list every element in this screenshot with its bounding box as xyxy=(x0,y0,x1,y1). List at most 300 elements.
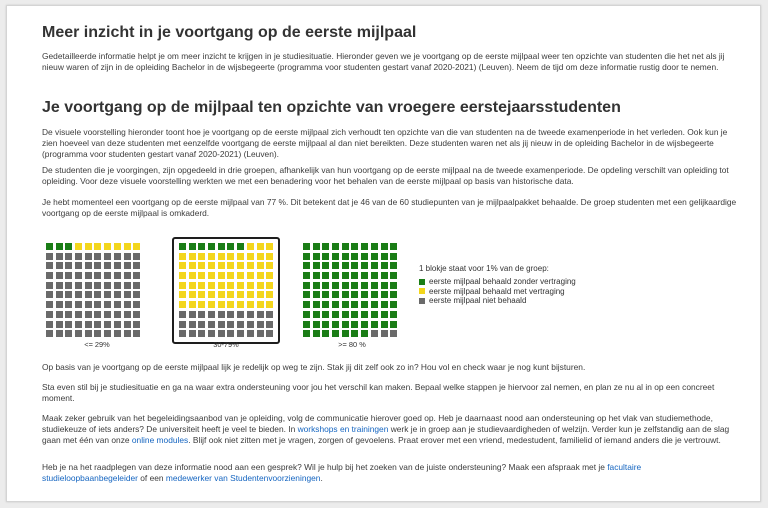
waffle-cell-grey xyxy=(189,321,196,328)
waffle-cell-grey xyxy=(75,262,82,269)
waffle-cell-green xyxy=(189,243,196,250)
waffle-cell-green xyxy=(390,243,397,250)
study-guidance-link[interactable]: facultaire studieloopbaanbegeleider xyxy=(42,462,642,483)
explanation-paragraph-2: De studenten die je voorgingen, zijn opgedeeld in drie groepen, afhankelijk van hun voortgang op de eerste mijlpaal na de tweede examenperiode. De opdeling verschilt van opleiding tot opleiding. Voor deze visuele voorstelling werkten we met een benadering voor het behalen van de eerste mijlpaal op basis van historische data. xyxy=(42,165,729,186)
waffle-cell-grey xyxy=(75,301,82,308)
waffle-cell-green xyxy=(390,321,397,328)
waffle-cell-yellow xyxy=(208,253,215,260)
waffle-cell-grey xyxy=(266,330,273,337)
waffle-cell-yellow xyxy=(227,282,234,289)
waffle-cell-grey xyxy=(65,272,72,279)
waffle-cell-grey xyxy=(75,291,82,298)
advice-paragraph-1: Op basis van je voortgang op de eerste mijlpaal lijk je redelijk op weg te zijn. Stak jij dit zelf ook zo in? Hou vol en check waar je nog kunt bijsturen. xyxy=(42,362,586,372)
waffle-cell-yellow xyxy=(104,243,111,250)
advice-paragraph-4 xyxy=(42,462,737,484)
waffle-cell-green xyxy=(303,282,310,289)
waffle-cell-yellow xyxy=(237,282,244,289)
waffle-cell-grey xyxy=(266,321,273,328)
waffle-cell-green xyxy=(390,253,397,260)
waffle-cell-green xyxy=(322,330,329,337)
waffle-cell-grey xyxy=(189,330,196,337)
waffle-cell-grey xyxy=(65,330,72,337)
waffle-cell-grey xyxy=(133,301,140,308)
waffle-cell-yellow xyxy=(257,301,264,308)
waffle-cell-green xyxy=(371,272,378,279)
waffle-cell-yellow xyxy=(179,282,186,289)
waffle-cell-green xyxy=(332,253,339,260)
waffle-cell-grey xyxy=(133,321,140,328)
student-services-link[interactable]: medewerker van Studentenvoorzieningen xyxy=(165,472,321,483)
waffle-cell-green xyxy=(303,243,310,250)
waffle-cell-grey xyxy=(94,282,101,289)
legend-item-grey xyxy=(419,296,619,306)
waffle-cell-grey xyxy=(198,311,205,318)
waffle-cell-yellow xyxy=(218,262,225,269)
waffle-cell-yellow xyxy=(189,301,196,308)
waffle-cell-green xyxy=(332,282,339,289)
waffle-cell-yellow xyxy=(266,272,273,279)
progress-paragraph: Je hebt momenteel een voortgang op de eerste mijlpaal van 77 %. Dit betekent dat je 46 van de 60 studiepunten van je mijlpaalpakket behaalde. De groep studenten met een gelijkaardige voortgang op de eerste mijlpaal is omkaderd. xyxy=(42,197,737,218)
waffle-cell-yellow xyxy=(208,291,215,298)
advice-text-3a: Maak zeker gebruik van het begeleidingsaanbod van je opleiding, volg de communicatie hierover goed op. Heb je daarnaast nood aan ondersteuning op het vlak van studiemethode, studiekeuze of iets anders? De universiteit heeft je veel te bieden. In xyxy=(42,413,713,434)
waffle-cell-green xyxy=(361,282,368,289)
waffle-cell-yellow xyxy=(227,253,234,260)
waffle-cell-grey xyxy=(56,253,63,260)
waffle-cell-grey xyxy=(56,330,63,337)
waffle-cell-grey xyxy=(114,291,121,298)
waffle-cell-green xyxy=(313,282,320,289)
waffle-cell-grey xyxy=(94,311,101,318)
waffle-cell-grey xyxy=(75,253,82,260)
waffle-cell-green xyxy=(342,330,349,337)
waffle-cell-green xyxy=(237,243,244,250)
waffle-cell-yellow xyxy=(266,301,273,308)
waffle-cell-yellow xyxy=(247,282,254,289)
waffle-cell-green xyxy=(322,321,329,328)
waffle-cell-grey xyxy=(65,311,72,318)
page-title: Meer inzicht in je voortgang op de eerste mijlpaal xyxy=(42,24,417,41)
waffle-cell-grey xyxy=(56,321,63,328)
waffle-cell-grey xyxy=(179,330,186,337)
waffle-cell-grey xyxy=(75,311,82,318)
waffle-cell-green xyxy=(313,291,320,298)
waffle-cell-yellow xyxy=(237,301,244,308)
waffle-cell-green xyxy=(322,262,329,269)
waffle-cell-green xyxy=(371,282,378,289)
waffle-cell-green xyxy=(351,243,358,250)
waffle-group-low xyxy=(46,243,140,337)
waffle-cell-grey xyxy=(124,291,131,298)
waffle-cell-grey xyxy=(46,321,53,328)
advice-text-4b: of een xyxy=(137,472,166,483)
legend-swatch-grey xyxy=(419,298,425,304)
waffle-cell-grey xyxy=(85,301,92,308)
waffle-cell-green xyxy=(351,311,358,318)
waffle-cell-grey xyxy=(94,253,101,260)
waffle-cell-grey xyxy=(114,301,121,308)
waffle-cell-green xyxy=(361,253,368,260)
waffle-cell-yellow xyxy=(208,272,215,279)
waffle-cell-grey xyxy=(85,253,92,260)
waffle-cell-grey xyxy=(46,253,53,260)
waffle-cell-yellow xyxy=(247,253,254,260)
advice-text-3c: . Blijf ook niet zitten met je vragen, zorgen of gevoelens. Praat erover met een vriend, medestudent, familielid of iemand anders die je vertrouwt. xyxy=(188,434,721,445)
group-label-mid: 30-79% xyxy=(213,340,239,349)
waffle-cell-green xyxy=(56,243,63,250)
waffle-cell-green xyxy=(371,291,378,298)
waffle-cell-green xyxy=(198,243,205,250)
waffle-cell-green xyxy=(313,330,320,337)
waffle-cell-grey xyxy=(94,262,101,269)
waffle-cell-green xyxy=(322,272,329,279)
waffle-cell-green xyxy=(332,301,339,308)
waffle-cell-green xyxy=(381,262,388,269)
waffle-cell-green xyxy=(381,321,388,328)
waffle-cell-green xyxy=(342,311,349,318)
waffle-cell-grey xyxy=(133,282,140,289)
waffle-cell-yellow xyxy=(179,291,186,298)
waffle-cell-grey xyxy=(124,301,131,308)
waffle-cell-green xyxy=(332,311,339,318)
waffle-cell-grey xyxy=(208,311,215,318)
waffle-cell-green xyxy=(351,253,358,260)
waffle-cell-green xyxy=(322,243,329,250)
waffle-cell-grey xyxy=(114,330,121,337)
waffle-cell-grey xyxy=(46,272,53,279)
waffle-cell-grey xyxy=(390,330,397,337)
waffle-cell-yellow xyxy=(198,282,205,289)
group-label-low: <= 29% xyxy=(84,340,110,349)
waffle-cell-green xyxy=(351,330,358,337)
waffle-cell-green xyxy=(371,311,378,318)
waffle-cell-yellow xyxy=(189,262,196,269)
waffle-cell-yellow xyxy=(227,291,234,298)
waffle-cell-grey xyxy=(114,311,121,318)
waffle-cell-grey xyxy=(208,330,215,337)
waffle-cell-grey xyxy=(208,321,215,328)
waffle-cell-yellow xyxy=(75,243,82,250)
waffle-cell-green xyxy=(303,262,310,269)
waffle-cell-grey xyxy=(46,301,53,308)
waffle-cell-yellow xyxy=(266,291,273,298)
waffle-cell-grey xyxy=(198,330,205,337)
chart-legend xyxy=(419,264,619,306)
waffle-cell-yellow xyxy=(257,253,264,260)
waffle-cell-green xyxy=(303,253,310,260)
waffle-cell-yellow xyxy=(257,262,264,269)
waffle-cell-green xyxy=(332,272,339,279)
waffle-cell-yellow xyxy=(218,272,225,279)
waffle-cell-green xyxy=(303,301,310,308)
waffle-cell-yellow xyxy=(198,262,205,269)
waffle-cell-yellow xyxy=(198,272,205,279)
waffle-cell-yellow xyxy=(247,291,254,298)
waffle-cell-green xyxy=(322,253,329,260)
waffle-cell-green xyxy=(303,321,310,328)
advice-text-4c: . xyxy=(320,472,323,483)
waffle-cell-grey xyxy=(257,321,264,328)
waffle-cell-yellow xyxy=(179,301,186,308)
waffle-cell-grey xyxy=(371,330,378,337)
waffle-cell-green xyxy=(342,301,349,308)
waffle-cell-green xyxy=(381,282,388,289)
waffle-cell-green xyxy=(303,291,310,298)
advice-text-4a: Heb je na het raadplegen van deze informatie nood aan een gesprek? Wil je hulp bij het zoeken van de juiste ondersteuning? Maak een afspraak met je xyxy=(42,462,608,472)
waffle-cell-yellow xyxy=(189,272,196,279)
waffle-cell-yellow xyxy=(198,301,205,308)
waffle-cell-yellow xyxy=(198,253,205,260)
waffle-cell-grey xyxy=(46,291,53,298)
waffle-cell-grey xyxy=(247,321,254,328)
waffle-cell-grey xyxy=(133,272,140,279)
waffle-cell-grey xyxy=(114,282,121,289)
waffle-cell-yellow xyxy=(266,282,273,289)
waffle-cell-grey xyxy=(46,330,53,337)
waffle-cell-yellow xyxy=(237,291,244,298)
waffle-cell-green xyxy=(46,243,53,250)
waffle-cell-yellow xyxy=(208,282,215,289)
waffle-cell-green xyxy=(361,321,368,328)
waffle-cell-grey xyxy=(114,321,121,328)
waffle-cell-grey xyxy=(198,321,205,328)
waffle-cell-grey xyxy=(124,311,131,318)
waffle-cell-yellow xyxy=(237,253,244,260)
waffle-cell-yellow xyxy=(218,253,225,260)
waffle-cell-grey xyxy=(46,311,53,318)
waffle-cell-grey xyxy=(104,262,111,269)
waffle-cell-green xyxy=(351,321,358,328)
waffle-cell-grey xyxy=(104,291,111,298)
waffle-cell-green xyxy=(208,243,215,250)
waffle-cell-grey xyxy=(46,262,53,269)
legend-item-green xyxy=(419,277,619,287)
waffle-cell-grey xyxy=(85,262,92,269)
waffle-cell-yellow xyxy=(247,301,254,308)
waffle-cell-green xyxy=(381,272,388,279)
waffle-cell-yellow xyxy=(179,262,186,269)
waffle-cell-grey xyxy=(381,330,388,337)
waffle-cell-green xyxy=(381,243,388,250)
waffle-cell-grey xyxy=(104,321,111,328)
waffle-cell-yellow xyxy=(247,243,254,250)
legend-unit-note: 1 blokje staat voor 1% van de groep: xyxy=(419,264,549,273)
waffle-cell-green xyxy=(381,311,388,318)
waffle-cell-grey xyxy=(94,291,101,298)
waffle-cell-green xyxy=(313,311,320,318)
waffle-cell-grey xyxy=(218,330,225,337)
waffle-cell-yellow xyxy=(179,272,186,279)
workshops-link[interactable]: workshops en trainingen xyxy=(297,423,389,434)
waffle-cell-yellow xyxy=(218,291,225,298)
waffle-cell-green xyxy=(342,291,349,298)
waffle-cell-yellow xyxy=(257,291,264,298)
waffle-cell-green xyxy=(390,311,397,318)
waffle-cell-grey xyxy=(94,321,101,328)
waffle-cell-grey xyxy=(133,262,140,269)
waffle-cell-grey xyxy=(46,282,53,289)
waffle-cell-grey xyxy=(227,330,234,337)
waffle-cell-green xyxy=(351,301,358,308)
waffle-cell-grey xyxy=(94,330,101,337)
waffle-cell-grey xyxy=(179,321,186,328)
waffle-cell-grey xyxy=(85,311,92,318)
waffle-cell-green xyxy=(332,291,339,298)
waffle-cell-grey xyxy=(56,311,63,318)
waffle-cell-grey xyxy=(104,311,111,318)
legend-label-grey: eerste mijlpaal niet behaald xyxy=(429,296,527,306)
waffle-cell-green xyxy=(332,330,339,337)
legend-swatch-green xyxy=(419,279,425,285)
waffle-cell-green xyxy=(313,262,320,269)
waffle-cell-green xyxy=(322,301,329,308)
waffle-cell-grey xyxy=(237,321,244,328)
waffle-cell-grey xyxy=(104,272,111,279)
waffle-cell-grey xyxy=(237,311,244,318)
waffle-cell-green xyxy=(351,262,358,269)
explanation-paragraph-1: De visuele voorstelling hieronder toont hoe je voortgang op de eerste mijlpaal zich verhoudt ten opzichte van die van studenten na de tweede examenperiode in het verleden. Ook kun je zien hoeveel van deze studenten met eenzelfde voortgang de eerste mijlpaal al dan niet bereikten. Deze studenten waren net als jij nieuw in de opleiding Bachelor in de wijsbegeerte (programma voor studenten gestart vanaf 2020-2021) (Leuven). xyxy=(42,127,728,159)
waffle-cell-yellow xyxy=(227,262,234,269)
waffle-cell-yellow xyxy=(179,253,186,260)
waffle-cell-grey xyxy=(124,253,131,260)
waffle-cell-green xyxy=(351,291,358,298)
waffle-cell-yellow xyxy=(133,243,140,250)
waffle-cell-grey xyxy=(114,272,121,279)
waffle-cell-green xyxy=(322,311,329,318)
waffle-cell-grey xyxy=(124,282,131,289)
waffle-cell-green xyxy=(390,262,397,269)
waffle-cell-green xyxy=(313,253,320,260)
waffle-cell-grey xyxy=(56,291,63,298)
waffle-cell-green xyxy=(342,272,349,279)
waffle-cell-green xyxy=(390,301,397,308)
waffle-cell-yellow xyxy=(218,301,225,308)
online-modules-link[interactable]: online modules xyxy=(131,434,189,445)
waffle-cell-green xyxy=(332,321,339,328)
waffle-cell-green xyxy=(361,311,368,318)
waffle-cell-yellow xyxy=(237,262,244,269)
waffle-cell-grey xyxy=(247,311,254,318)
waffle-cell-grey xyxy=(65,321,72,328)
waffle-cell-grey xyxy=(94,272,101,279)
section-title: Je voortgang op de mijlpaal ten opzichte van vroegere eerstejaarsstudenten xyxy=(42,99,621,116)
waffle-cell-green xyxy=(342,262,349,269)
waffle-cell-grey xyxy=(133,330,140,337)
waffle-cell-grey xyxy=(124,262,131,269)
waffle-cell-green xyxy=(381,253,388,260)
waffle-cell-yellow xyxy=(198,291,205,298)
waffle-cell-yellow xyxy=(266,253,273,260)
waffle-cell-yellow xyxy=(189,282,196,289)
waffle-cell-grey xyxy=(94,301,101,308)
waffle-cell-grey xyxy=(133,291,140,298)
waffle-cell-grey xyxy=(65,301,72,308)
waffle-cell-green xyxy=(371,243,378,250)
waffle-cell-grey xyxy=(65,262,72,269)
waffle-cell-grey xyxy=(266,311,273,318)
content-card xyxy=(6,5,761,502)
waffle-cell-green xyxy=(303,311,310,318)
waffle-cell-grey xyxy=(75,330,82,337)
waffle-cell-grey xyxy=(218,311,225,318)
waffle-cell-green xyxy=(371,301,378,308)
waffle-cell-grey xyxy=(218,321,225,328)
waffle-cell-grey xyxy=(75,272,82,279)
waffle-cell-grey xyxy=(227,321,234,328)
waffle-cell-green xyxy=(371,321,378,328)
advice-paragraph-3 xyxy=(42,413,737,445)
waffle-cell-green xyxy=(361,272,368,279)
waffle-cell-grey xyxy=(56,301,63,308)
waffle-cell-yellow xyxy=(257,282,264,289)
waffle-cell-green xyxy=(371,253,378,260)
waffle-cell-grey xyxy=(85,321,92,328)
waffle-cell-yellow xyxy=(257,272,264,279)
waffle-cell-grey xyxy=(104,253,111,260)
waffle-cell-grey xyxy=(56,272,63,279)
waffle-cell-grey xyxy=(237,330,244,337)
waffle-cell-green xyxy=(361,243,368,250)
waffle-cell-green xyxy=(361,262,368,269)
waffle-cell-yellow xyxy=(237,272,244,279)
waffle-cell-green xyxy=(342,282,349,289)
waffle-cell-yellow xyxy=(227,301,234,308)
waffle-cell-yellow xyxy=(94,243,101,250)
waffle-cell-grey xyxy=(257,311,264,318)
waffle-cell-green xyxy=(381,301,388,308)
waffle-cell-green xyxy=(313,272,320,279)
waffle-cell-grey xyxy=(85,291,92,298)
waffle-cell-grey xyxy=(133,311,140,318)
waffle-cell-yellow xyxy=(189,291,196,298)
waffle-cell-grey xyxy=(85,282,92,289)
waffle-cell-grey xyxy=(56,262,63,269)
waffle-cell-yellow xyxy=(85,243,92,250)
waffle-cell-green xyxy=(381,291,388,298)
legend-label-yellow: eerste mijlpaal behaald met vertraging xyxy=(429,286,565,296)
waffle-cell-grey xyxy=(257,330,264,337)
waffle-cell-yellow xyxy=(266,262,273,269)
waffle-cell-yellow xyxy=(247,262,254,269)
waffle-cell-green xyxy=(371,262,378,269)
waffle-cell-grey xyxy=(104,282,111,289)
waffle-cell-yellow xyxy=(114,243,121,250)
waffle-cell-green xyxy=(303,272,310,279)
waffle-cell-yellow xyxy=(266,243,273,250)
waffle-cell-green xyxy=(342,321,349,328)
waffle-group-mid xyxy=(179,243,273,337)
waffle-cell-grey xyxy=(133,253,140,260)
legend-swatch-yellow xyxy=(419,288,425,294)
waffle-cell-yellow xyxy=(208,262,215,269)
waffle-cell-green xyxy=(351,282,358,289)
waffle-cell-yellow xyxy=(257,243,264,250)
waffle-cell-grey xyxy=(227,311,234,318)
waffle-cell-green xyxy=(179,243,186,250)
waffle-cell-green xyxy=(313,321,320,328)
group-label-high: >= 80 % xyxy=(338,340,366,349)
waffle-cell-grey xyxy=(65,253,72,260)
waffle-cell-green xyxy=(313,243,320,250)
waffle-cell-green xyxy=(390,282,397,289)
waffle-cell-grey xyxy=(104,330,111,337)
legend-item-yellow xyxy=(419,287,619,297)
intro-paragraph: Gedetailleerde informatie helpt je om meer inzicht te krijgen in je studiesituatie. Hieronder geven we je voortgang op de eerste mijlpaal weer ten opzichte van studenten die het net als jij nieuw waren of zijn in de opleiding Bachelor in de wijsbegeerte (programma voor studenten gestart vanaf 2020-2021) (Leuven). Neem de tijd om deze informatie rustig door te nemen. xyxy=(42,51,725,72)
waffle-cell-grey xyxy=(114,262,121,269)
legend-label-green: eerste mijlpaal behaald zonder vertraging xyxy=(429,277,576,287)
waffle-cell-grey xyxy=(124,272,131,279)
waffle-cell-yellow xyxy=(218,282,225,289)
waffle-cell-grey xyxy=(189,311,196,318)
